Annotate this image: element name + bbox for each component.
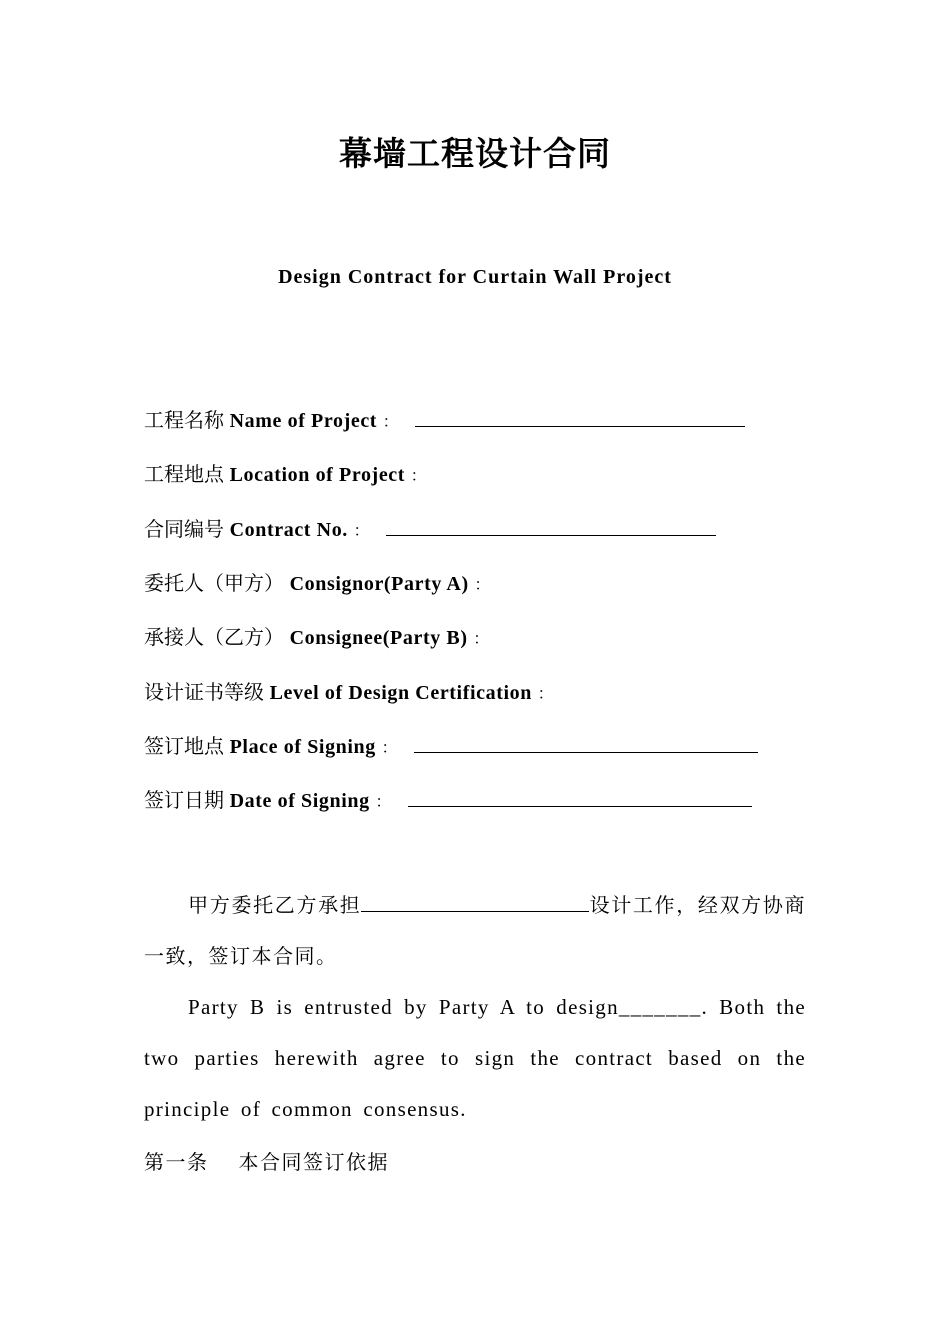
document-title-english: Design Contract for Curtain Wall Project [278, 266, 672, 288]
field-contract-number [144, 514, 716, 544]
field-project-location [144, 459, 427, 489]
field-colon: ： [474, 575, 491, 594]
field-colon: ： [537, 684, 555, 703]
field-label-cn: 委托人（甲方） [144, 571, 284, 595]
field-label-en: Level of Design Certification [269, 682, 532, 704]
field-design-certification [144, 677, 554, 707]
paragraph-english [144, 982, 806, 1135]
field-colon: ： [381, 738, 399, 757]
field-label-cn: 设计证书等级 [144, 680, 264, 704]
field-label-cn: 签订日期 [144, 788, 224, 812]
field-label-cn: 工程地点 [144, 462, 224, 486]
field-label-en: Consignee(Party B) [289, 627, 468, 649]
para-cn-start: 甲方委托乙方承担 [188, 893, 362, 917]
signing-place-blank[interactable] [414, 732, 758, 753]
contract-number-blank[interactable] [386, 515, 716, 536]
para-en-text: Party B is entrusted by Party A to design_______. Both the two parties herewith agree to sign the contract based on the principle of common consensus. [144, 995, 806, 1121]
field-label-cn: 工程名称 [144, 408, 224, 432]
field-colon: ： [410, 466, 428, 485]
field-consignor [144, 568, 491, 598]
field-colon: ： [375, 792, 392, 811]
field-label-cn: 承接人（乙方） [144, 625, 284, 649]
para-cn-end: 设计工作，经双方协商一致，签订本合同。 [144, 893, 807, 968]
field-colon: ： [353, 521, 371, 540]
field-label-en: Date of Signing [229, 790, 370, 812]
paragraph-chinese [144, 880, 806, 982]
field-colon: ： [382, 412, 400, 431]
field-label-en: Consignor(Party A) [289, 573, 469, 595]
design-scope-blank[interactable] [361, 891, 589, 912]
project-name-blank[interactable] [415, 406, 745, 427]
field-label-en: Contract No. [229, 519, 348, 541]
field-signing-place [144, 731, 758, 761]
field-colon: ： [473, 629, 490, 648]
field-label-cn: 合同编号 [144, 517, 224, 541]
document-title-chinese: 幕墙工程设计合同 [339, 134, 611, 173]
signing-date-blank[interactable] [408, 786, 752, 807]
article-heading [144, 1146, 389, 1178]
field-project-name [144, 405, 745, 435]
field-label-cn: 签订地点 [144, 734, 224, 758]
field-signing-date [144, 785, 752, 815]
article-title: 本合同签订依据 [238, 1150, 389, 1174]
field-label-en: Place of Signing [229, 736, 376, 758]
article-number: 第一条 [144, 1150, 209, 1174]
field-consignee [144, 622, 490, 652]
field-label-en: Name of Project [229, 410, 378, 432]
field-label-en: Location of Project [229, 464, 406, 486]
